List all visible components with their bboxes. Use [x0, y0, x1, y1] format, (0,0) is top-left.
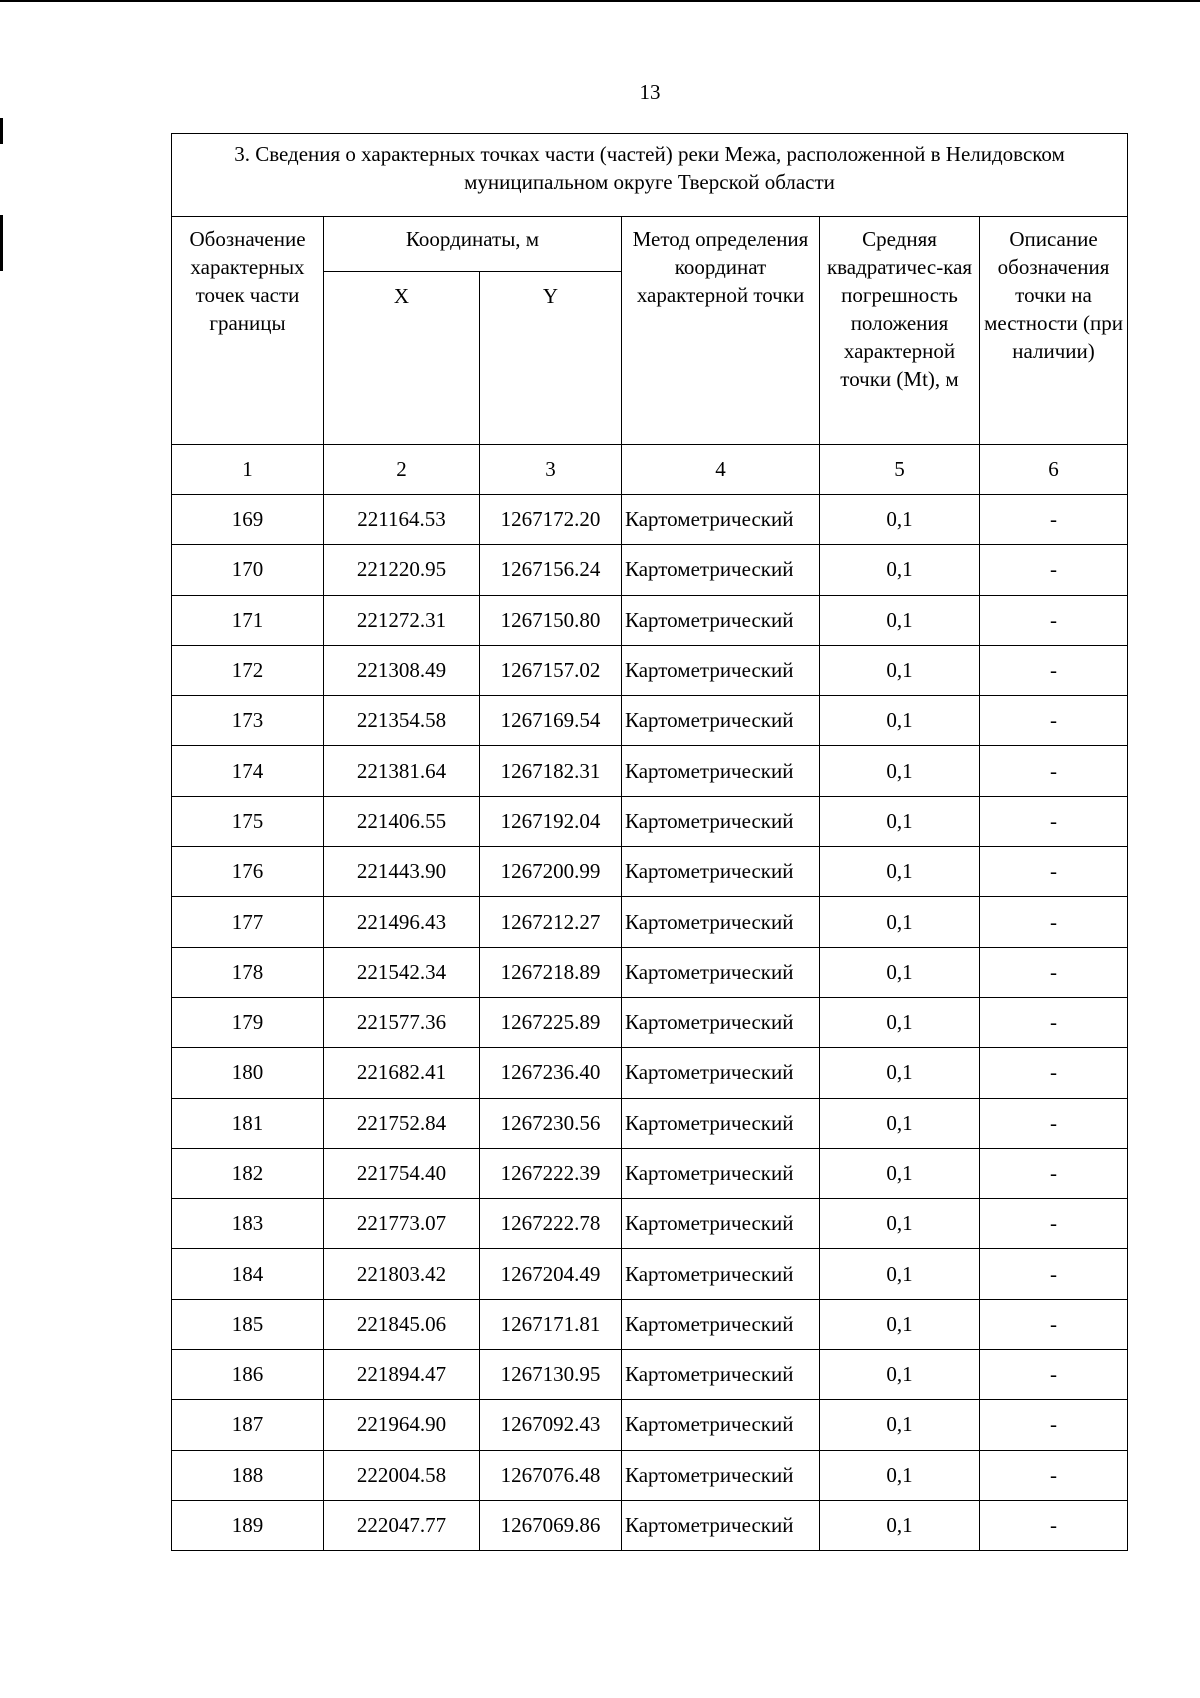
point-id-cell: 178: [172, 947, 324, 997]
point-id-cell: 182: [172, 1148, 324, 1198]
accuracy-cell: 0,1: [820, 1350, 980, 1400]
description-cell: -: [980, 1299, 1128, 1349]
description-cell: -: [980, 1450, 1128, 1500]
method-cell: Картометрический: [622, 645, 820, 695]
description-cell: -: [980, 997, 1128, 1047]
table-row: [172, 1148, 1128, 1198]
header-x: X: [324, 272, 480, 445]
y-cell: 1267157.02: [480, 645, 622, 695]
method-cell: Картометрический: [622, 1098, 820, 1148]
x-cell: 221682.41: [324, 1048, 480, 1098]
description-cell: -: [980, 1048, 1128, 1098]
table-row: [172, 1249, 1128, 1299]
x-cell: 221752.84: [324, 1098, 480, 1148]
accuracy-cell: 0,1: [820, 1249, 980, 1299]
point-id-cell: 171: [172, 595, 324, 645]
accuracy-cell: 0,1: [820, 796, 980, 846]
x-cell: 221164.53: [324, 495, 480, 545]
x-cell: 221220.95: [324, 545, 480, 595]
method-cell: Картометрический: [622, 847, 820, 897]
point-id-cell: 169: [172, 495, 324, 545]
table-row: [172, 1299, 1128, 1349]
y-cell: 1267192.04: [480, 796, 622, 846]
point-id-cell: 187: [172, 1400, 324, 1450]
accuracy-cell: 0,1: [820, 746, 980, 796]
description-cell: -: [980, 1249, 1128, 1299]
table-row: [172, 1500, 1128, 1550]
y-cell: 1267204.49: [480, 1249, 622, 1299]
accuracy-cell: 0,1: [820, 1048, 980, 1098]
x-cell: 221577.36: [324, 997, 480, 1047]
table-row: [172, 645, 1128, 695]
header-accuracy: Средняя квадратичес-кая погрешность положения характерной точки (Mt), м: [820, 217, 980, 445]
column-number: 3: [480, 445, 622, 495]
accuracy-cell: 0,1: [820, 947, 980, 997]
x-cell: 221964.90: [324, 1400, 480, 1450]
description-cell: -: [980, 1199, 1128, 1249]
method-cell: Картометрический: [622, 1199, 820, 1249]
method-cell: Картометрический: [622, 897, 820, 947]
table-row: [172, 1350, 1128, 1400]
y-cell: 1267150.80: [480, 595, 622, 645]
point-id-cell: 181: [172, 1098, 324, 1148]
table-row: [172, 595, 1128, 645]
x-cell: 221272.31: [324, 595, 480, 645]
table-row: [172, 897, 1128, 947]
x-cell: 221381.64: [324, 746, 480, 796]
point-id-cell: 177: [172, 897, 324, 947]
method-cell: Картометрический: [622, 947, 820, 997]
y-cell: 1267076.48: [480, 1450, 622, 1500]
y-cell: 1267172.20: [480, 495, 622, 545]
accuracy-cell: 0,1: [820, 847, 980, 897]
accuracy-cell: 0,1: [820, 495, 980, 545]
method-cell: Картометрический: [622, 696, 820, 746]
column-number: 4: [622, 445, 820, 495]
header-y: Y: [480, 272, 622, 445]
table-row: [172, 1400, 1128, 1450]
column-number: 2: [324, 445, 480, 495]
method-cell: Картометрический: [622, 595, 820, 645]
method-cell: Картометрический: [622, 1299, 820, 1349]
header-description: Описание обозначения точки на местности (при наличии): [980, 217, 1128, 445]
x-cell: 221308.49: [324, 645, 480, 695]
point-id-cell: 185: [172, 1299, 324, 1349]
header-coordinates: Координаты, м: [324, 217, 622, 272]
y-cell: 1267069.86: [480, 1500, 622, 1550]
method-cell: Картометрический: [622, 796, 820, 846]
description-cell: -: [980, 897, 1128, 947]
accuracy-cell: 0,1: [820, 1148, 980, 1198]
x-cell: 221773.07: [324, 1199, 480, 1249]
accuracy-cell: 0,1: [820, 1400, 980, 1450]
accuracy-cell: 0,1: [820, 997, 980, 1047]
x-cell: 221496.43: [324, 897, 480, 947]
column-number: 5: [820, 445, 980, 495]
header-method: Метод определения координат характерной точки: [622, 217, 820, 445]
x-cell: 221845.06: [324, 1299, 480, 1349]
y-cell: 1267092.43: [480, 1400, 622, 1450]
x-cell: 221803.42: [324, 1249, 480, 1299]
description-cell: -: [980, 495, 1128, 545]
left-edge-scan-mark: [0, 118, 3, 144]
x-cell: 221754.40: [324, 1148, 480, 1198]
table-title: 3. Сведения о характерных точках части (частей) реки Межа, расположенной в Нелидовском муниципальном округе Тверской области: [172, 134, 1128, 217]
accuracy-cell: 0,1: [820, 1199, 980, 1249]
column-number: 1: [172, 445, 324, 495]
point-id-cell: 189: [172, 1500, 324, 1550]
method-cell: Картометрический: [622, 746, 820, 796]
description-cell: -: [980, 595, 1128, 645]
y-cell: 1267182.31: [480, 746, 622, 796]
description-cell: -: [980, 796, 1128, 846]
description-cell: -: [980, 696, 1128, 746]
method-cell: Картометрический: [622, 545, 820, 595]
method-cell: Картометрический: [622, 1249, 820, 1299]
description-cell: -: [980, 645, 1128, 695]
method-cell: Картометрический: [622, 1450, 820, 1500]
table-row: [172, 796, 1128, 846]
table-row: [172, 696, 1128, 746]
method-cell: Картометрический: [622, 1148, 820, 1198]
x-cell: 221542.34: [324, 947, 480, 997]
point-id-cell: 180: [172, 1048, 324, 1098]
y-cell: 1267222.78: [480, 1199, 622, 1249]
accuracy-cell: 0,1: [820, 696, 980, 746]
y-cell: 1267156.24: [480, 545, 622, 595]
y-cell: 1267169.54: [480, 696, 622, 746]
y-cell: 1267212.27: [480, 897, 622, 947]
y-cell: 1267225.89: [480, 997, 622, 1047]
description-cell: -: [980, 545, 1128, 595]
accuracy-cell: 0,1: [820, 1098, 980, 1148]
x-cell: 222047.77: [324, 1500, 480, 1550]
description-cell: -: [980, 1098, 1128, 1148]
description-cell: -: [980, 1148, 1128, 1198]
y-cell: 1267171.81: [480, 1299, 622, 1349]
table-row: [172, 746, 1128, 796]
accuracy-cell: 0,1: [820, 545, 980, 595]
point-id-cell: 188: [172, 1450, 324, 1500]
description-cell: -: [980, 1350, 1128, 1400]
x-cell: 221894.47: [324, 1350, 480, 1400]
x-cell: 221406.55: [324, 796, 480, 846]
point-id-cell: 173: [172, 696, 324, 746]
description-cell: -: [980, 847, 1128, 897]
y-cell: 1267236.40: [480, 1048, 622, 1098]
header-point-id: Обозначение характерных точек части границы: [172, 217, 324, 445]
x-cell: 221354.58: [324, 696, 480, 746]
top-scan-border: [0, 0, 1200, 2]
accuracy-cell: 0,1: [820, 595, 980, 645]
point-id-cell: 176: [172, 847, 324, 897]
point-id-cell: 184: [172, 1249, 324, 1299]
method-cell: Картометрический: [622, 1350, 820, 1400]
y-cell: 1267130.95: [480, 1350, 622, 1400]
point-id-cell: 175: [172, 796, 324, 846]
method-cell: Картометрический: [622, 495, 820, 545]
description-cell: -: [980, 746, 1128, 796]
table-row: [172, 1450, 1128, 1500]
method-cell: Картометрический: [622, 1500, 820, 1550]
table-row: [172, 947, 1128, 997]
page-number: 13: [639, 80, 661, 104]
point-id-cell: 174: [172, 746, 324, 796]
method-cell: Картометрический: [622, 1400, 820, 1450]
table-row: [172, 1048, 1128, 1098]
method-cell: Картометрический: [622, 1048, 820, 1098]
table-row: [172, 847, 1128, 897]
x-cell: 222004.58: [324, 1450, 480, 1500]
y-cell: 1267222.39: [480, 1148, 622, 1198]
accuracy-cell: 0,1: [820, 897, 980, 947]
accuracy-cell: 0,1: [820, 1450, 980, 1500]
table-row: [172, 545, 1128, 595]
accuracy-cell: 0,1: [820, 645, 980, 695]
left-edge-scan-mark: [0, 215, 3, 271]
description-cell: -: [980, 947, 1128, 997]
point-id-cell: 170: [172, 545, 324, 595]
point-id-cell: 179: [172, 997, 324, 1047]
characteristic-points-table: [171, 133, 1128, 1551]
point-id-cell: 186: [172, 1350, 324, 1400]
description-cell: -: [980, 1400, 1128, 1450]
accuracy-cell: 0,1: [820, 1299, 980, 1349]
column-number: 6: [980, 445, 1128, 495]
table-row: [172, 1199, 1128, 1249]
table-row: [172, 997, 1128, 1047]
x-cell: 221443.90: [324, 847, 480, 897]
y-cell: 1267200.99: [480, 847, 622, 897]
description-cell: -: [980, 1500, 1128, 1550]
y-cell: 1267218.89: [480, 947, 622, 997]
point-id-cell: 172: [172, 645, 324, 695]
table-row: [172, 495, 1128, 545]
accuracy-cell: 0,1: [820, 1500, 980, 1550]
y-cell: 1267230.56: [480, 1098, 622, 1148]
point-id-cell: 183: [172, 1199, 324, 1249]
method-cell: Картометрический: [622, 997, 820, 1047]
table-row: [172, 1098, 1128, 1148]
